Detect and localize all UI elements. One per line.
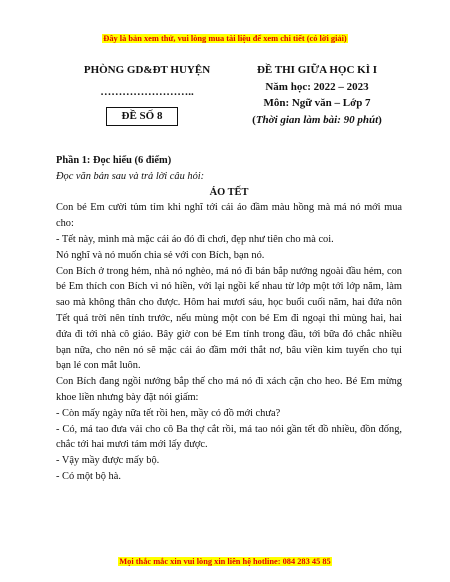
- time-text: Thời gian làm bài: 90 phút: [255, 113, 379, 126]
- hotline-banner: [0, 557, 450, 566]
- preview-banner-text: Đây là bản xem thử, vui lòng mua tài liệu để xem chi tiết (có lời giải): [103, 34, 347, 43]
- paragraph: Con Bích ở trong hẻm, nhà nó nghèo, má nó đi bán bắp nướng ngoài đầu hẻm, con bé Em thích con Bích vì nó hiền, với lại ngồi kế nhau từ lớp một tới lớp năm, làm sao mà không thân cho được. Hôm hai mươi sáu, học buổi cuối năm, hai đứa nôn Tết quá trời nên tính trước, nếu mùng một con bé Em đi ngoại thì mùng hai, hai đứa đi tới nhà cô giáo. Bây giờ con bé Em tính trong đầu, tới bữa đó chắc nhiều bạn nữa, cho nên nó sẽ mặc cái áo đầm mới thắt nơ, bâu viền kim tuyến cho tụi bạn lé con mắt luôn.: [56, 265, 402, 372]
- exam-title: ĐỀ THI GIỮA HỌC KÌ I: [256, 64, 378, 76]
- paragraph: - Vậy mầy được mấy bộ.: [56, 455, 160, 467]
- paragraph: - Còn mấy ngày nữa tết rồi hen, mầy có đồ mới chưa?: [56, 407, 281, 419]
- header-left: [62, 63, 232, 99]
- time-close: ): [378, 113, 382, 126]
- paragraph: - Có, má tao đưa vải cho cô Ba thợ cắt rồi, má tao nói gần tết đồ nhiều, đồn đống, chắc tới hai mươi tám mới lấy được.: [56, 423, 402, 451]
- part-heading: Phần 1: Đọc hiểu (6 điểm): [56, 155, 172, 166]
- story-title: ÁO TẾT: [209, 186, 249, 198]
- paragraph: - Có một bộ hà.: [56, 470, 121, 482]
- exam-code-box: ĐỀ SỐ 8: [106, 107, 178, 126]
- header-right: [242, 63, 392, 129]
- paragraph: - Tết này, mình mà mặc cái áo đó đi chơi, đẹp như tiên cho mà coi.: [56, 233, 334, 245]
- paragraph: Con Bích đang ngồi nướng bắp thế cho má nó đi xách cặn cho heo. Bé Em mừng khoe liền nhưng bày đặt nói giấm:: [56, 376, 402, 403]
- instruction: Đọc văn bản sau và trả lời câu hỏi:: [56, 170, 205, 182]
- time-limit: [242, 113, 392, 127]
- preview-banner: [0, 34, 450, 43]
- subject-line: Môn: Ngữ văn – Lớp 7: [263, 97, 371, 109]
- paragraph: Con bé Em cười tủm tỉm khi nghĩ tới cái áo đầm màu hồng mà má nó mới mua cho:: [56, 202, 402, 230]
- department-name: PHÒNG GD&ĐT HUYỆN: [83, 64, 211, 76]
- paragraph: Nó nghĩ và nó muốn chia sẻ với con Bích, bạn nó.: [56, 249, 265, 261]
- school-year: Năm học: 2022 – 2023: [265, 80, 369, 93]
- district-placeholder: ……………………..: [100, 86, 194, 98]
- hotline-text: Mọi thắc mắc xin vui lòng xin liên hệ hotline: 084 283 45 85: [119, 557, 331, 566]
- time-open: (: [252, 113, 256, 126]
- exam-body: [56, 153, 402, 485]
